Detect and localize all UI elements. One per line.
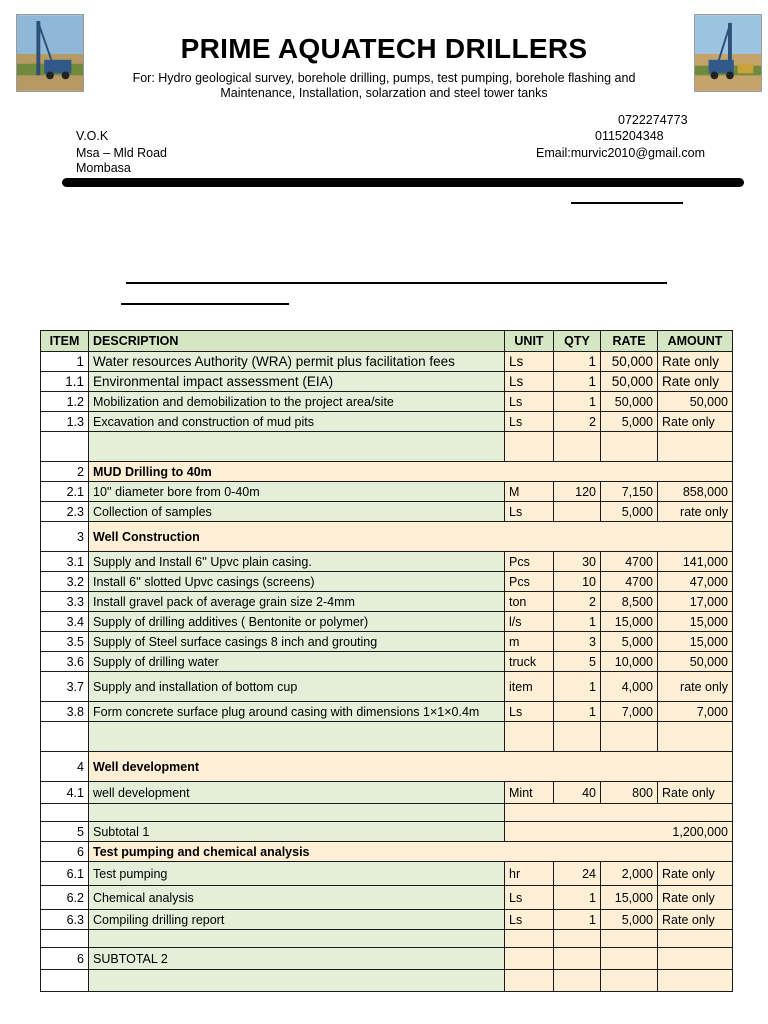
phone-1: 0722274773: [618, 113, 688, 127]
description: Mobilization and demobilization to the project area/site: [89, 392, 505, 412]
item-no: 2.3: [41, 502, 89, 522]
description: Chemical analysis: [89, 886, 505, 910]
qty: 40: [554, 782, 601, 804]
item-no: 6.3: [41, 910, 89, 930]
unit: Ls: [505, 702, 554, 722]
item-no: 1.1: [41, 372, 89, 392]
subtotal-label: SUBTOTAL 2: [89, 948, 505, 970]
amount: Rate only: [658, 372, 733, 392]
amount: rate only: [658, 502, 733, 522]
unit: Pcs: [505, 572, 554, 592]
amount: 141,000: [658, 552, 733, 572]
description: well development: [89, 782, 505, 804]
unit: Pcs: [505, 552, 554, 572]
rate: 5,000: [601, 412, 658, 432]
description: Excavation and construction of mud pits: [89, 412, 505, 432]
amount: 15,000: [658, 632, 733, 652]
item-no: 3.7: [41, 672, 89, 702]
qty: 1: [554, 886, 601, 910]
address-line-2: Msa – Mld Road: [76, 146, 168, 160]
quotation-table: [40, 330, 733, 992]
amount: Rate only: [658, 352, 733, 372]
unit: m: [505, 632, 554, 652]
item-no: 1.2: [41, 392, 89, 412]
unit: Ls: [505, 886, 554, 910]
amount: 50,000: [658, 652, 733, 672]
description: Supply and Install 6'' Upvc plain casing.: [89, 552, 505, 572]
description: Form concrete surface plug around casing with dimensions 1×1×0.4m: [89, 702, 505, 722]
amount: 858,000: [658, 482, 733, 502]
rate: 4,000: [601, 672, 658, 702]
qty: 10: [554, 572, 601, 592]
table-row: [41, 652, 733, 672]
item-no: 4: [41, 752, 89, 782]
table-row: [41, 502, 733, 522]
item-no: 4.1: [41, 782, 89, 804]
section-row: [41, 842, 733, 862]
header-divider: [62, 178, 744, 187]
description: Install 6'' slotted Upvc casings (screens): [89, 572, 505, 592]
company-name: PRIME AQUATECH DRILLERS: [180, 33, 588, 64]
table-row-empty: [41, 722, 733, 752]
unit: Ls: [505, 412, 554, 432]
recipient-blank-line: [126, 282, 667, 284]
item-no: 3.3: [41, 592, 89, 612]
company-tagline: [100, 71, 668, 101]
amount: Rate only: [658, 862, 733, 886]
qty: 24: [554, 862, 601, 886]
table-row: [41, 886, 733, 910]
section-row: [41, 752, 733, 782]
date-blank-line: [571, 202, 683, 204]
subtotal-amount: 1,200,000: [505, 822, 733, 842]
rate: 5,000: [601, 910, 658, 930]
tagline-line-2: Maintenance, Installation, solarzation and steel tower tanks: [220, 86, 548, 100]
address-line-3: Mombasa: [76, 161, 131, 175]
rate: 800: [601, 782, 658, 804]
subtotal-row: [41, 822, 733, 842]
rate: 5,000: [601, 632, 658, 652]
unit: ton: [505, 592, 554, 612]
unit: Ls: [505, 910, 554, 930]
qty: 1: [554, 352, 601, 372]
table-row: [41, 862, 733, 886]
unit: Ls: [505, 352, 554, 372]
table-row: [41, 482, 733, 502]
rate: 50,000: [601, 372, 658, 392]
table-header-row: [41, 331, 733, 352]
qty: 1: [554, 910, 601, 930]
description: Install gravel pack of average grain size 2-4mm: [89, 592, 505, 612]
qty: 3: [554, 632, 601, 652]
table-row: [41, 412, 733, 432]
item-no: 6: [41, 842, 89, 862]
table-row: [41, 552, 733, 572]
item-no: 5: [41, 822, 89, 842]
rate: 7,000: [601, 702, 658, 722]
table-row-empty: [41, 970, 733, 992]
table-row: [41, 372, 733, 392]
table-row: [41, 352, 733, 372]
table-row: [41, 632, 733, 652]
rate: 4700: [601, 552, 658, 572]
qty: 1: [554, 702, 601, 722]
item-no: 6.2: [41, 886, 89, 910]
description: 10'' diameter bore from 0-40m: [89, 482, 505, 502]
unit: Ls: [505, 502, 554, 522]
table-row: [41, 782, 733, 804]
item-no: 2: [41, 462, 89, 482]
table-row: [41, 592, 733, 612]
address-line-1: V.O.K: [76, 129, 109, 143]
item-no: 3.6: [41, 652, 89, 672]
table-row-empty: [41, 432, 733, 462]
section-row: [41, 522, 733, 552]
amount: Rate only: [658, 886, 733, 910]
col-header-item: ITEM: [41, 331, 89, 352]
subtotal-row: [41, 948, 733, 970]
rate: 8,500: [601, 592, 658, 612]
item-no: 3.5: [41, 632, 89, 652]
section-title: Well development: [89, 752, 733, 782]
description: Supply of Steel surface casings 8 inch and grouting: [89, 632, 505, 652]
rate: 7,150: [601, 482, 658, 502]
item-no: 3.4: [41, 612, 89, 632]
amount: 7,000: [658, 702, 733, 722]
unit: Ls: [505, 392, 554, 412]
item-no: 3.1: [41, 552, 89, 572]
rate: 50,000: [601, 392, 658, 412]
description: Supply of drilling additives ( Bentonite or polymer): [89, 612, 505, 632]
qty: [554, 502, 601, 522]
section-row: [41, 462, 733, 482]
section-title: Well Construction: [89, 522, 733, 552]
table-row: [41, 672, 733, 702]
qty: 1: [554, 372, 601, 392]
item-no: 2.1: [41, 482, 89, 502]
section-title: MUD Drilling to 40m: [89, 462, 733, 482]
amount: 15,000: [658, 612, 733, 632]
rate: 5,000: [601, 502, 658, 522]
item-no: 6.1: [41, 862, 89, 886]
amount: 50,000: [658, 392, 733, 412]
recipient-blank-line-2: [121, 303, 289, 305]
rate: 4700: [601, 572, 658, 592]
description: Water resources Authority (WRA) permit plus facilitation fees: [89, 352, 505, 372]
unit: Ls: [505, 372, 554, 392]
unit: item: [505, 672, 554, 702]
rate: 15,000: [601, 612, 658, 632]
amount: 47,000: [658, 572, 733, 592]
qty: 1: [554, 392, 601, 412]
description: Supply and installation of bottom cup: [89, 672, 505, 702]
table-row: [41, 612, 733, 632]
col-header-unit: UNIT: [505, 331, 554, 352]
qty: 30: [554, 552, 601, 572]
col-header-qty: QTY: [554, 331, 601, 352]
amount: rate only: [658, 672, 733, 702]
rate: 15,000: [601, 886, 658, 910]
description: Supply of drilling water: [89, 652, 505, 672]
phone-2: 0115204348: [595, 129, 664, 143]
unit: l/s: [505, 612, 554, 632]
col-header-description: DESCRIPTION: [89, 331, 505, 352]
item-no: 3.2: [41, 572, 89, 592]
tagline-line-1: For: Hydro geological survey, borehole drilling, pumps, test pumping, borehole flashing and: [132, 71, 636, 85]
email: Email:murvic2010@gmail.com: [536, 146, 705, 160]
qty: 2: [554, 592, 601, 612]
rate: 2,000: [601, 862, 658, 886]
description: Collection of samples: [89, 502, 505, 522]
rate: 10,000: [601, 652, 658, 672]
subtotal-label: Subtotal 1: [89, 822, 505, 842]
table-row: [41, 392, 733, 412]
rate: 50,000: [601, 352, 658, 372]
qty: 1: [554, 672, 601, 702]
description: Environmental impact assessment (EIA): [89, 372, 505, 392]
table-row: [41, 702, 733, 722]
description: Compiling drilling report: [89, 910, 505, 930]
unit: hr: [505, 862, 554, 886]
item-no: 3.8: [41, 702, 89, 722]
qty: 2: [554, 412, 601, 432]
table-row-empty: [41, 804, 733, 822]
item-no: 1.3: [41, 412, 89, 432]
col-header-rate: RATE: [601, 331, 658, 352]
description: Test pumping: [89, 862, 505, 886]
unit: M: [505, 482, 554, 502]
amount: Rate only: [658, 910, 733, 930]
item-no: 6: [41, 948, 89, 970]
item-no: 3: [41, 522, 89, 552]
unit: truck: [505, 652, 554, 672]
table-row-empty: [41, 930, 733, 948]
amount: Rate only: [658, 412, 733, 432]
table-row: [41, 910, 733, 930]
qty: 5: [554, 652, 601, 672]
item-no: 1: [41, 352, 89, 372]
qty: 120: [554, 482, 601, 502]
col-header-amount: AMOUNT: [658, 331, 733, 352]
amount: 17,000: [658, 592, 733, 612]
table-row: [41, 572, 733, 592]
qty: 1: [554, 612, 601, 632]
unit: Mint: [505, 782, 554, 804]
section-title: Test pumping and chemical analysis: [89, 842, 733, 862]
amount: Rate only: [658, 782, 733, 804]
